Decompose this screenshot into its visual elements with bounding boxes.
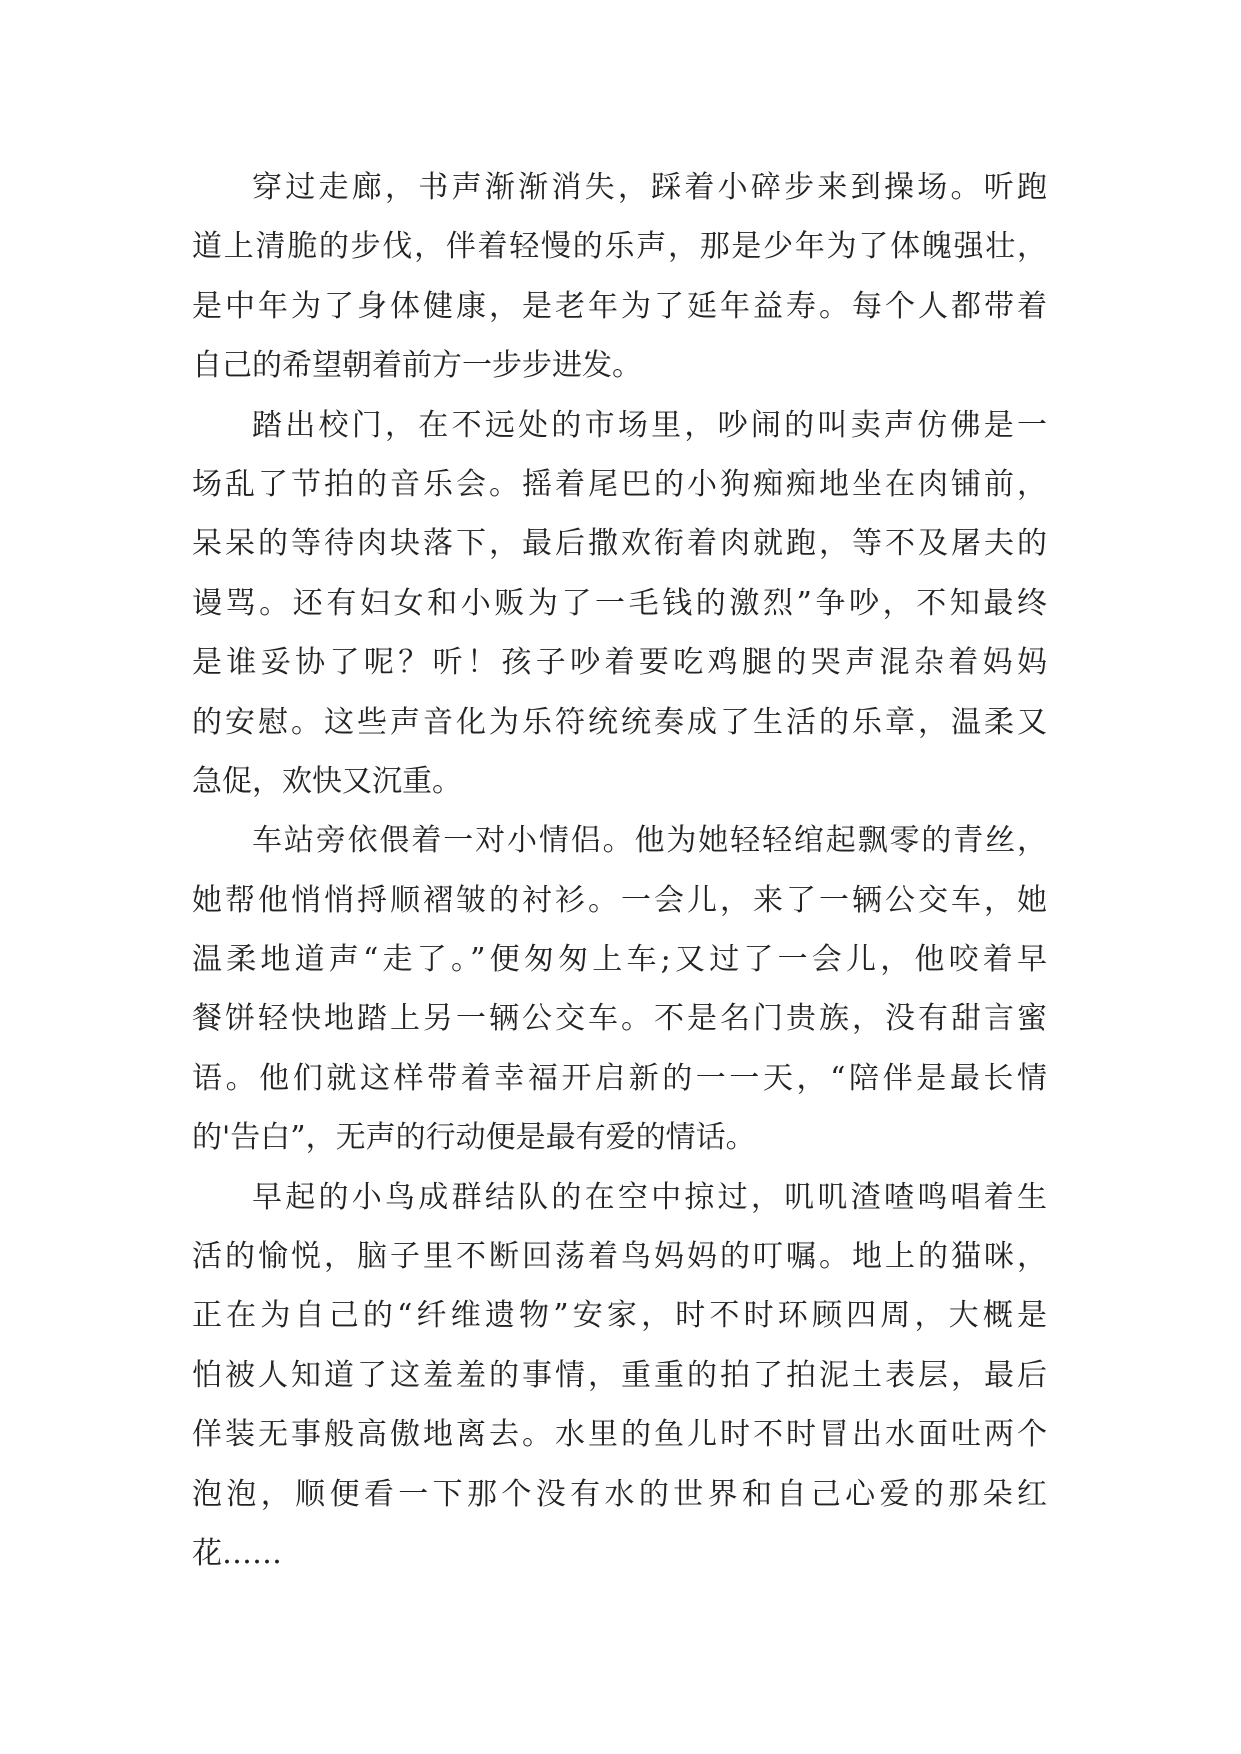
paragraph-line: 的安慰。这些声音化为乐符统统奏成了生活的乐章，温柔又 <box>192 704 1047 740</box>
paragraph-line: 急促，欢快又沉重。 <box>192 763 462 799</box>
paragraph-line: 自己的希望朝着前方一步步进发。 <box>192 348 642 384</box>
paragraph-line: 她帮他悄悄捋顺褶皱的衬衫。一会儿，来了一辆公交车，她 <box>192 882 1047 918</box>
paragraph-line: 餐饼轻快地踏上另一辆公交车。不是名门贵族，没有甜言蜜 <box>192 1001 1047 1037</box>
paragraph-line: 是谁妥协了呢？听！孩子吵着要吃鸡腿的哭声混杂着妈妈 <box>192 645 1047 681</box>
paragraph-line: 早起的小鸟成群结队的在空中掠过，叽叽渣喳鸣唱着生 <box>252 1179 1047 1215</box>
paragraph-line: 怕被人知道了这羞羞的事情，重重的拍了拍泥土表层，最后 <box>192 1357 1047 1393</box>
paragraph-3 <box>192 811 1047 1167</box>
paragraph-4 <box>192 1168 1047 1584</box>
paragraph-line: 活的愉悦，脑子里不断回荡着鸟妈妈的叮嘱。地上的猫咪， <box>192 1239 1047 1275</box>
paragraph-line: 呆呆的等待肉块落下，最后撒欢衔着肉就跑，等不及屠夫的 <box>192 526 1047 562</box>
paragraph-line: 踏出校门，在不远处的市场里，吵闹的叫卖声仿佛是一 <box>252 407 1047 443</box>
paragraph-line: 道上清脆的步伐，伴着轻慢的乐声，那是少年为了体魄强壮， <box>192 229 1047 265</box>
paragraph-line: 的'告白”，无声的行动便是最有爱的情话。 <box>192 1120 756 1156</box>
paragraph-line: 花…… <box>192 1535 282 1571</box>
paragraph-line: 场乱了节拍的音乐会。摇着尾巴的小狗痴痴地坐在肉铺前， <box>192 466 1047 502</box>
paragraph-line: 谩骂。还有妇女和小贩为了一毛钱的激烈”争吵，不知最终 <box>192 585 1047 621</box>
paragraph-line: 是中年为了身体健康，是老年为了延年益寿。每个人都带着 <box>192 288 1047 324</box>
paragraph-line: 温柔地道声“走了。”便匆匆上车;又过了一会儿，他咬着早 <box>192 942 1047 978</box>
document-body <box>192 158 1047 1583</box>
paragraph-line: 正在为自己的“纤维遗物”安家，时不时环顾四周，大概是 <box>192 1298 1047 1334</box>
paragraph-line: 穿过走廊，书声渐渐消失，踩着小碎步来到操场。听跑 <box>252 170 1047 205</box>
paragraph-2 <box>192 396 1047 812</box>
paragraph-line: 佯装无事般高傲地离去。水里的鱼儿时不时冒出水面吐两个 <box>192 1417 1047 1453</box>
paragraph-line: 泡泡，顺便看一下那个没有水的世界和自己心爱的那朵红 <box>192 1476 1047 1512</box>
paragraph-1 <box>192 158 1047 396</box>
paragraph-line: 语。他们就这样带着幸福开启新的一一天，“陪伴是最长情 <box>192 1060 1047 1096</box>
paragraph-line: 车站旁依偎着一对小情侣。他为她轻轻绾起飘零的青丝， <box>252 823 1047 859</box>
